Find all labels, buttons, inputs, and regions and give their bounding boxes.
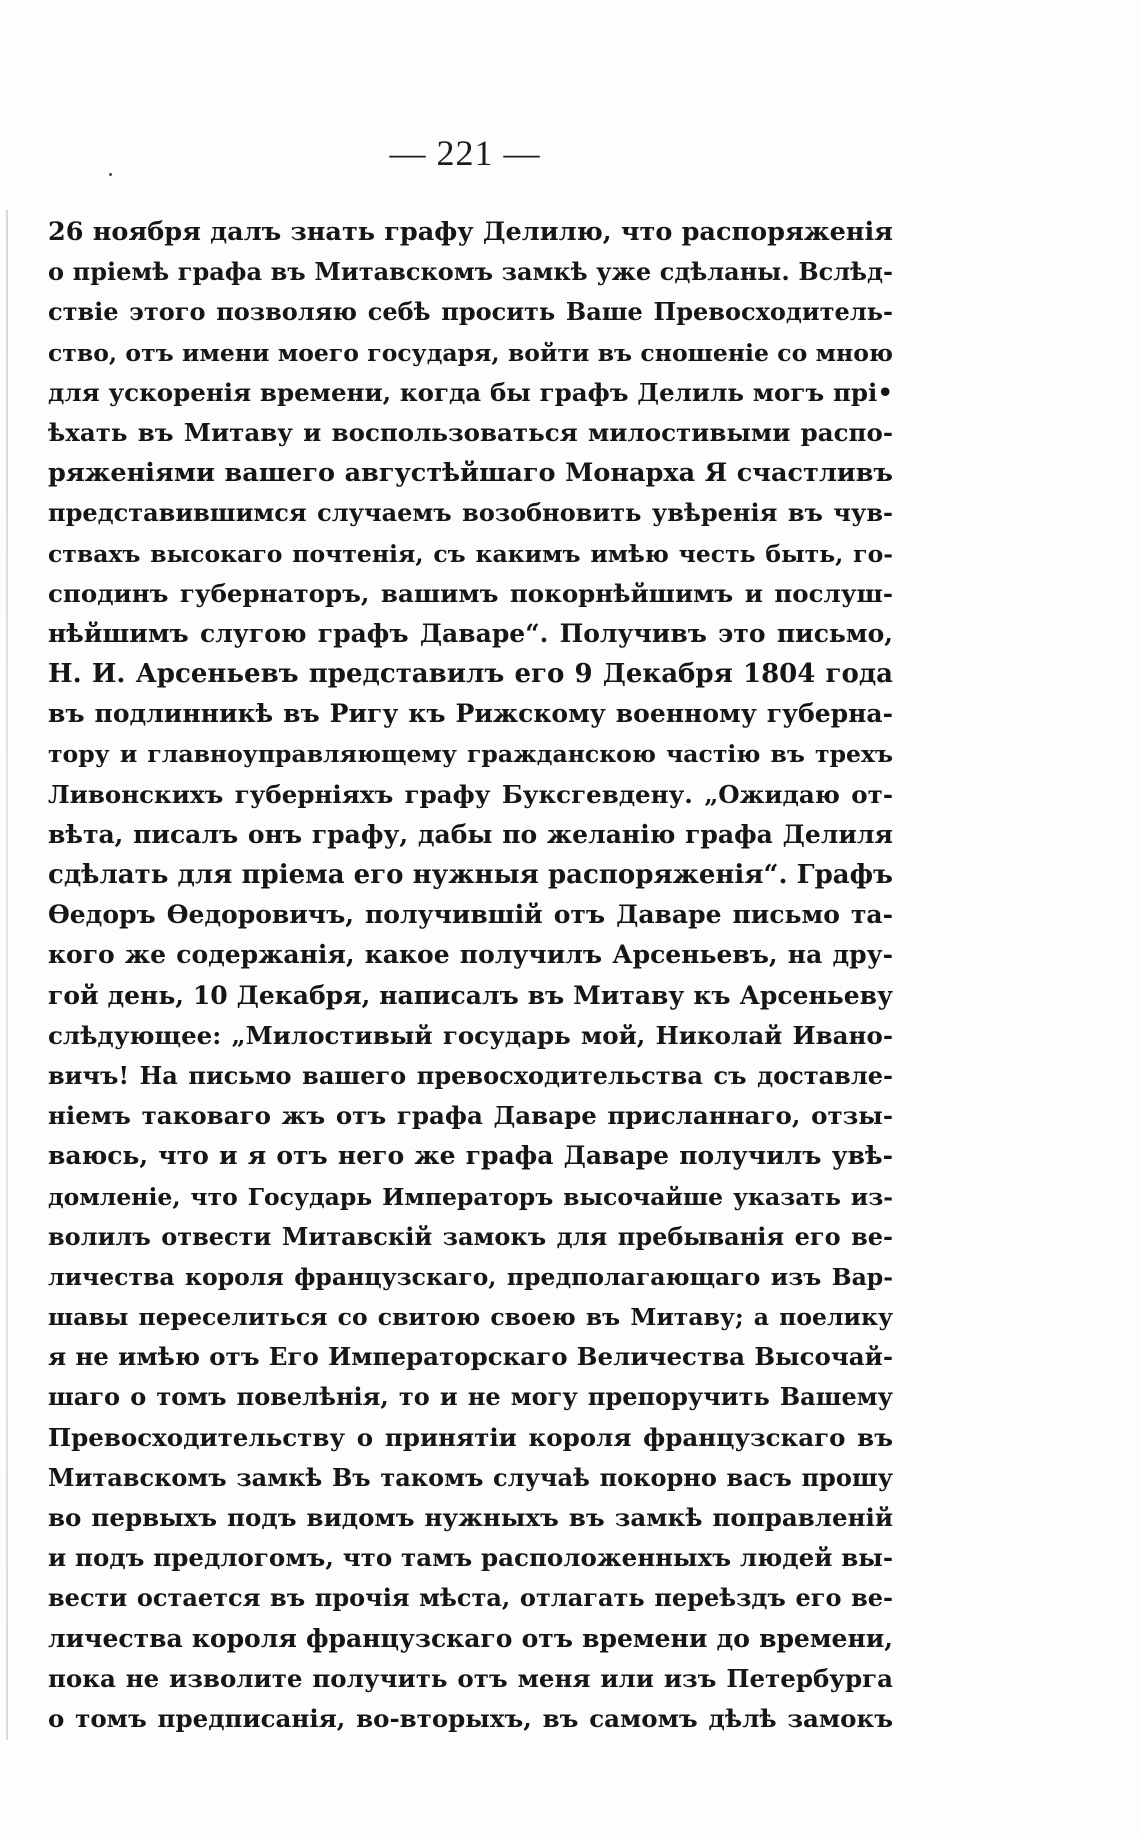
text-line: личества короля французскаго, предполагающаго изъ Вар- — [48, 1262, 893, 1291]
text-line: Митавскомъ замкѣ Въ такомъ случаѣ покорно васъ прошу — [48, 1462, 893, 1492]
text-line: ваюсь, что и я отъ него же графа Даваре получилъ увѣ- — [48, 1141, 893, 1171]
text-line: Превосходительству о принятіи короля французскаго въ — [48, 1422, 893, 1452]
text-line: ствахъ высокаго почтенія, съ какимъ имѣю честь быть, го- — [48, 539, 893, 568]
text-line: для ускоренія времени, когда бы графъ Делиль могъ прі• — [48, 377, 893, 407]
text-line: личества короля французскаго отъ времени до времени, — [48, 1623, 893, 1653]
text-line: кого же содержанія, какое получилъ Арсеньевъ, на дру- — [48, 940, 893, 970]
text-line: 26 ноября далъ знать графу Делилю, что распоряженія — [48, 217, 893, 247]
text-line: представившимся случаемъ возобновить увѣренія въ чув- — [48, 498, 893, 528]
text-line: сподинъ губернаторъ, вашимъ покорнѣйшимъ и послуш- — [48, 578, 893, 608]
text-line: вичъ! На письмо вашего превосходительства съ доставле- — [48, 1060, 893, 1090]
text-line: слѣдующее: „Милостивый государь мой, Николай Ивано- — [48, 1020, 893, 1050]
text-line: ѣхать въ Митаву и воспользоваться милостивыми распо- — [48, 417, 893, 447]
text-line: я не имѣю отъ Его Императорскаго Величества Высочай- — [48, 1342, 893, 1372]
text-line: тору и главноуправляющему гражданскою частію въ трехъ — [48, 740, 893, 769]
text-line: ніемъ таковаго жъ отъ графа Даваре присланнаго, отзы- — [48, 1101, 893, 1131]
text-line: Ливонскихъ губерніяхъ графу Буксгевдену. „Ожидаю от- — [48, 779, 893, 809]
text-line: въ подлинникѣ въ Ригу къ Рижскому военному губерна- — [48, 699, 893, 729]
text-line: пока не изволите получить отъ меня или изъ Петербурга — [48, 1663, 893, 1693]
text-line: шаго о томъ повелѣнія, то и не могу препоручить Вашему — [48, 1382, 893, 1412]
body-text — [48, 212, 893, 1739]
text-line: шавы переселиться со свитою своею въ Митаву; а поелику — [48, 1303, 893, 1332]
text-line: Н. И. Арсеньевъ представилъ его 9 Декабря 1804 года — [48, 659, 893, 690]
text-line: Ѳедоръ Ѳедоровичъ, получившій отъ Даваре письмо та- — [48, 900, 893, 930]
page-edge-shadow — [6, 210, 8, 1740]
text-line: ряженіями вашего августѣйшаго Монарха Я счастливъ — [48, 458, 893, 489]
text-line: ствіе этого позволяю себѣ просить Ваше Превосходитель- — [48, 297, 893, 327]
text-line: сдѣлать для пріема его нужныя распоряженія“. Графъ — [48, 860, 893, 890]
text-line: о томъ предписанія, во-вторыхъ, въ самомъ дѣлѣ замокъ — [48, 1703, 893, 1733]
text-line: о пріемѣ графа въ Митавскомъ замкѣ уже сдѣланы. Вслѣд- — [48, 257, 893, 287]
text-line: вѣта, писалъ онъ графу, дабы по желанію графа Делиля — [48, 819, 893, 849]
text-line: волилъ отвести Митавскій замокъ для пребыванія его ве- — [48, 1221, 893, 1251]
page-number: — 221 — — [389, 133, 541, 173]
text-line: ство, отъ имени моего государя, войти въ сношеніе со мною — [48, 338, 893, 367]
text-line: нѣйшимъ слугою графъ Даваре“. Получивъ это письмо, — [48, 618, 893, 648]
text-line: вести остается въ прочія мѣста, отлагать переѣздъ его ве- — [48, 1583, 893, 1613]
text-line: и подъ предлогомъ, что тамъ расположенныхъ людей вы- — [48, 1543, 893, 1573]
text-line: гой день, 10 Декабря, написалъ въ Митаву къ Арсеньеву — [48, 980, 893, 1010]
text-line: домленіе, что Государь Императоръ высочайше указать из- — [48, 1182, 893, 1211]
text-line: во первыхъ подъ видомъ нужныхъ въ замкѣ поправленій — [48, 1503, 893, 1532]
